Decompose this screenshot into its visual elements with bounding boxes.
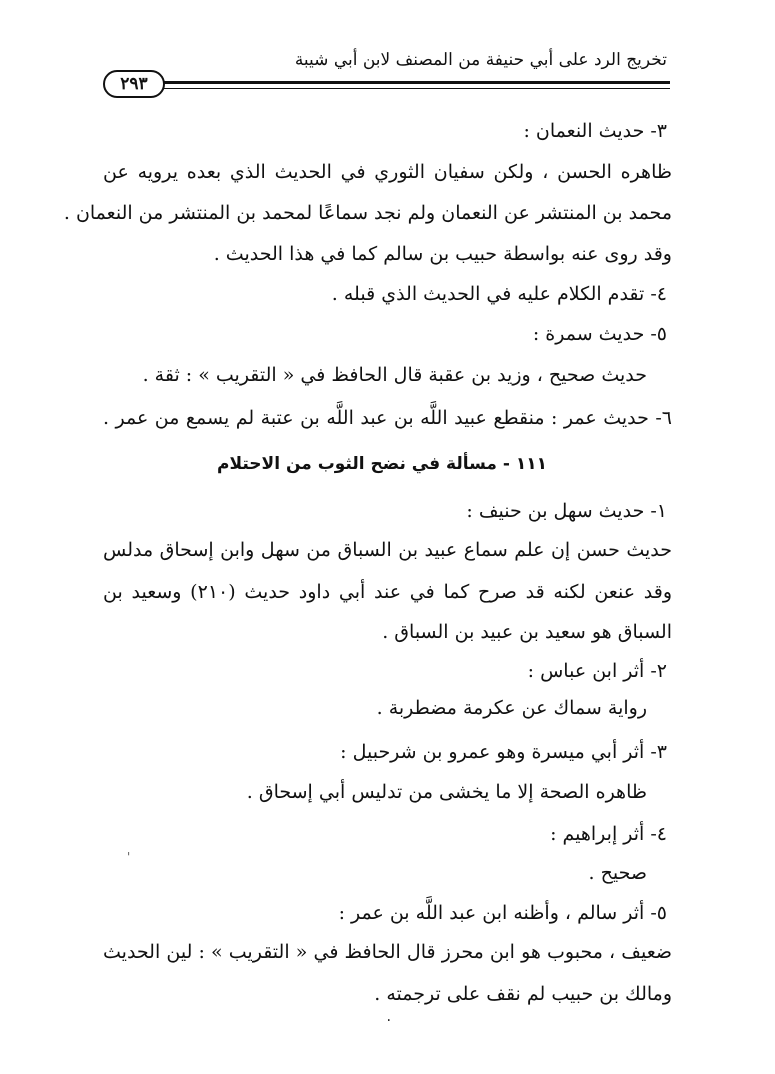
stray-mark: '	[127, 850, 131, 864]
body-line: السباق هو سعيد بن عبيد بن السباق .	[382, 621, 672, 643]
item-heading: ٥- أثر سالم ، وأظنه ابن عبد اللَّه بن عمر :	[338, 902, 667, 924]
item-heading: ٣- أثر أبي ميسرة وهو عمرو بن شرحبيل :	[340, 741, 667, 763]
body-line: صحيح .	[588, 862, 647, 884]
item-heading: ١- حديث سهل بن حنيف :	[466, 500, 667, 522]
running-title: تخريج الرد على أبي حنيفة من المصنف لابن أبي شيبة	[294, 50, 667, 70]
body-line: محمد بن المنتشر عن النعمان ولم نجد سماعًا لمحمد بن المنتشر من النعمان .	[63, 202, 672, 224]
body-line: وقد عنعن لكنه قد صرح كما في عند أبي داود حديث (٢١٠) وسعيد بن	[103, 581, 673, 603]
item-heading: ٦- حديث عمر : منقطع عبيد اللَّه بن عبد اللَّه بن عتبة لم يسمع من عمر .	[103, 407, 672, 429]
body-line: ضعيف ، محبوب هو ابن محرز قال الحافظ في « التقريب » : لين الحديث	[103, 941, 672, 963]
section-title: ١١١ - مسألة في نضح الثوب من الاحتلام	[216, 454, 547, 474]
body-line: ظاهره الصحة إلا ما يخشى من تدليس أبي إسحاق .	[246, 781, 647, 803]
body-line: رواية سماك عن عكرمة مضطربة .	[376, 697, 647, 719]
page-number: ٢٩٣	[103, 70, 165, 98]
body-line: حديث حسن إن علم سماع عبيد بن السباق من سهل وابن إسحاق مدلس	[103, 539, 672, 561]
footer-mark: ٠	[385, 1012, 393, 1028]
body-line: ومالك بن حبيب لم نقف على ترجمته .	[374, 983, 672, 1005]
item-heading: ٣- حديث النعمان :	[523, 120, 667, 142]
item-heading: ٥- حديث سمرة :	[532, 323, 667, 345]
item-heading: ٤- أثر إبراهيم :	[550, 823, 667, 845]
item-heading: ٢- أثر ابن عباس :	[527, 660, 667, 682]
body-line: ظاهره الحسن ، ولكن سفيان الثوري في الحديث الذي بعده يرويه عن	[103, 161, 672, 183]
body-line: وقد روى عنه بواسطة حبيب بن سالم كما في هذا الحديث .	[213, 243, 672, 265]
item-heading: ٤- تقدم الكلام عليه في الحديث الذي قبله .	[331, 283, 667, 305]
body-line: حديث صحيح ، وزيد بن عقبة قال الحافظ في « التقريب » : ثقة .	[142, 364, 647, 386]
header-rule-thick	[160, 81, 670, 84]
header-rule-thin	[160, 88, 670, 89]
